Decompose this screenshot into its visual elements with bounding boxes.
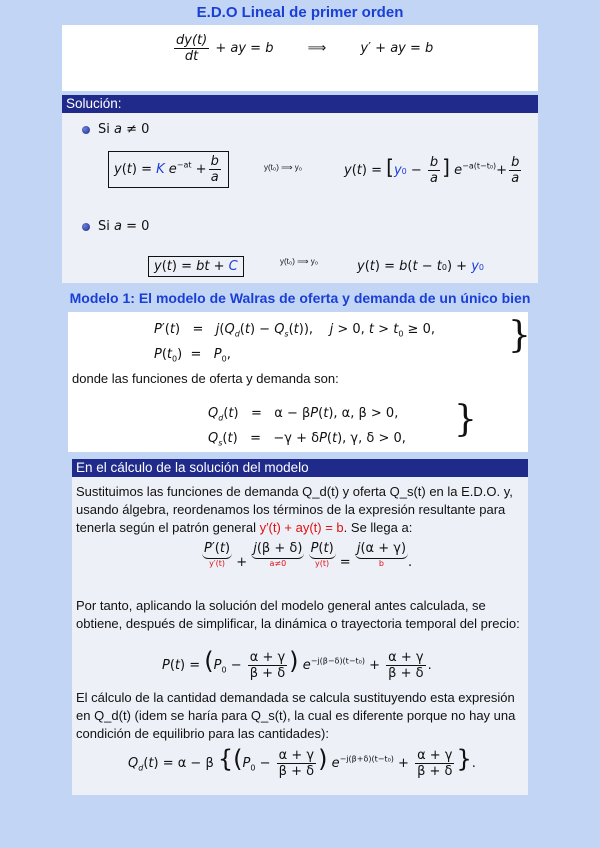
paragraph-substitution: Sustituimos las funciones de demanda Q_d(t) y oferta Q_s(t) en la E.D.O. y, usando álgebra, reordenamos los términos de la expresión resultante para tenerla según el patrón general y′(t) + ay(t) = b. Se llega a: bbox=[76, 484, 513, 535]
price-solution: $P(t) = (P_0$ − $\frac{\alpha + \gamma}{\beta + \delta}$ ) $e^{-j(\beta-\delta)(t-t_0)}$ + $\frac{\alpha + \gamma}{\beta + \delta}$ . bbox=[162, 647, 432, 681]
supply-demand-intro: donde las funciones de oferta y demanda son: bbox=[72, 371, 339, 386]
case1-boxed-solution: y(t) = K $e^{-at}$ + $\frac{b}{a}$ bbox=[108, 151, 229, 188]
calculation-panel bbox=[72, 477, 528, 795]
case1-result: y(t) = [y0 − $\frac{b}{a}$ ] $e^{-a(t-t_0)}+$ $\frac{b}{a}$ bbox=[344, 155, 520, 186]
equation-panel bbox=[62, 25, 538, 91]
quantity-solution: $Q_d(t) = \alpha - \beta$ {($P_0$ − $\frac{\alpha + \gamma}{\beta + \delta}$ ) $e^{-j(\beta+\delta)(t-t_0)}$ + $\frac{\alpha + \gamma}{\beta + \delta}$ }. bbox=[128, 745, 476, 779]
case1-label: Si a ≠ 0 bbox=[82, 122, 149, 137]
case1-arrow: y(t₀) ⟹ y₀ bbox=[264, 163, 303, 172]
underbrace-equation: P′(t) y′(t) + j(β + δ) a≠0 P(t) y(t) = j(α + γ) b . bbox=[204, 541, 413, 570]
calculation-bar: En el cálculo de la solución del modelo bbox=[72, 459, 528, 477]
model-equations: $P'(t) = j(Q_d(t) - Q_s(t))$, j > 0, $t > t_0 \ge 0$, $P(t_0) = P_0$, bbox=[154, 322, 435, 364]
case2-boxed-solution: y(t) = bt + C bbox=[148, 256, 244, 277]
edo-equation: $\frac{dy(t)}{dt}$ + ay = b ⟹ y′ + ay = b bbox=[176, 33, 434, 64]
solution-panel bbox=[62, 113, 538, 283]
case2-arrow: y(t₀) ⟹ y₀ bbox=[280, 257, 319, 266]
case2-label: Si a = 0 bbox=[82, 219, 149, 234]
section-title-walras: Modelo 1: El modelo de Walras de oferta y demanda de un único bien bbox=[69, 290, 531, 306]
bullet-icon bbox=[82, 223, 90, 231]
model-panel bbox=[68, 312, 531, 452]
paragraph-quantity: El cálculo de la cantidad demandada se calcula sustituyendo esta expresión en Q_d(t) (idem se haría para Q_s(t), la cual es diferente porque no hay una condición de equilibrio para las cantidades): bbox=[76, 690, 516, 741]
supply-demand-equations: $Q_d(t) = \alpha - \beta P(t)$, α, β > 0, $Q_s(t) = -\gamma + \delta P(t)$, γ, δ > 0, bbox=[208, 406, 406, 448]
paragraph-price-path: Por tanto, aplicando la solución del modelo general antes calculada, se obtiene, después de simplificar, la dinámica o trayectoria temporal del precio: bbox=[76, 598, 520, 631]
case2-result: y(t) = b(t − t0) + y0 bbox=[357, 259, 484, 274]
right-brace-icon: } bbox=[454, 399, 477, 440]
bullet-icon bbox=[82, 126, 90, 134]
solution-bar: Solución: bbox=[62, 95, 538, 113]
section-title-edo: E.D.O Lineal de primer orden bbox=[196, 4, 404, 21]
right-brace-icon: } bbox=[508, 315, 531, 356]
